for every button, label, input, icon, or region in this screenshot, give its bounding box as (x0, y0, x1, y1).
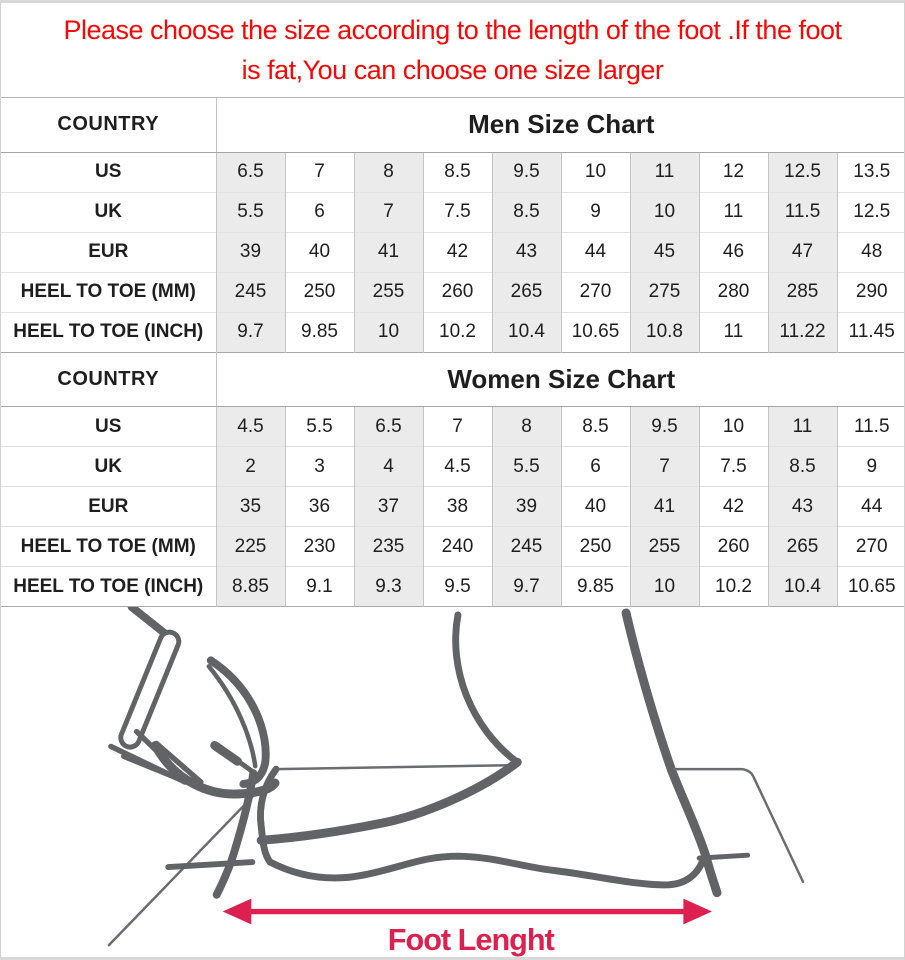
size-cell: 6.5 (216, 152, 285, 192)
arrow-head-left (223, 899, 252, 925)
size-cell: 9.7 (492, 567, 561, 607)
size-cell: 8.5 (492, 192, 561, 232)
size-cell: 8.5 (423, 152, 492, 192)
size-cell: 255 (630, 527, 699, 567)
size-cell: 9.5 (492, 152, 561, 192)
size-cell: 11.22 (768, 312, 837, 352)
size-cell: 4.5 (216, 407, 285, 447)
pen-top-stroke (132, 607, 166, 634)
size-cell: 270 (561, 272, 630, 312)
size-cell: 11.5 (768, 192, 837, 232)
size-cell: 42 (423, 232, 492, 272)
row-label: HEEL TO TOE (MM) (1, 272, 216, 312)
size-cell: 5.5 (285, 407, 354, 447)
table-row (1, 567, 905, 607)
notice-line-1: Please choose the size according to the length of the foot .If the foot (63, 15, 842, 45)
size-cell: 8.5 (768, 447, 837, 487)
size-cell: 250 (561, 527, 630, 567)
size-cell: 45 (630, 232, 699, 272)
size-notice (1, 3, 904, 98)
table-row (1, 487, 905, 527)
row-label: EUR (1, 232, 216, 272)
size-cell: 250 (285, 272, 354, 312)
men-size-table (1, 98, 905, 353)
size-cell: 230 (285, 527, 354, 567)
front-leg-line (456, 615, 518, 762)
country-header: COUNTRY (1, 98, 216, 152)
foot-measure-illustration (1, 607, 905, 959)
size-cell: 245 (492, 527, 561, 567)
row-label: HEEL TO TOE (MM) (1, 527, 216, 567)
table-row (1, 312, 905, 352)
size-cell: 280 (699, 272, 768, 312)
size-cell: 235 (354, 527, 423, 567)
size-cell: 9.7 (216, 312, 285, 352)
size-cell: 10.8 (630, 312, 699, 352)
size-cell: 10 (699, 407, 768, 447)
size-cell: 42 (699, 487, 768, 527)
table-row (1, 232, 905, 272)
size-cell: 6 (561, 447, 630, 487)
size-cell: 9.85 (285, 312, 354, 352)
foot-length-arrow (223, 899, 712, 957)
size-cell: 8 (354, 152, 423, 192)
size-cell: 9.1 (285, 567, 354, 607)
toe-mark-crossbar (168, 862, 252, 867)
size-cell: 6.5 (354, 407, 423, 447)
size-cell: 7 (354, 192, 423, 232)
hand-with-pen-drawing (111, 607, 275, 895)
fist-bottom-curve (155, 745, 275, 794)
size-cell: 13.5 (837, 152, 905, 192)
size-cell: 43 (768, 487, 837, 527)
size-cell: 8.5 (561, 407, 630, 447)
instep-curve (261, 762, 517, 840)
notice-line-2: is fat,You can choose one size larger (241, 55, 664, 85)
size-cell: 4 (354, 447, 423, 487)
size-cell: 7 (630, 447, 699, 487)
size-cell: 10 (630, 192, 699, 232)
size-cell: 11 (699, 312, 768, 352)
heel-mark-crossbar (699, 855, 747, 858)
size-cell: 270 (837, 527, 905, 567)
arrow-head-right (683, 899, 712, 925)
size-cell: 240 (423, 527, 492, 567)
size-cell: 265 (492, 272, 561, 312)
row-label: HEEL TO TOE (INCH) (1, 567, 216, 607)
table-title: Women Size Chart (216, 353, 905, 407)
paper-edge-line (109, 795, 254, 945)
size-cell: 225 (216, 527, 285, 567)
size-cell: 10.65 (561, 312, 630, 352)
size-cell: 44 (837, 487, 905, 527)
size-cell: 275 (630, 272, 699, 312)
size-cell: 36 (285, 487, 354, 527)
size-cell: 12 (699, 152, 768, 192)
country-header: COUNTRY (1, 353, 216, 407)
size-cell: 40 (285, 232, 354, 272)
foot-top-line (276, 765, 513, 769)
size-cell: 3 (285, 447, 354, 487)
size-cell: 39 (492, 487, 561, 527)
size-cell: 10.4 (768, 567, 837, 607)
size-cell: 10.4 (492, 312, 561, 352)
size-cell: 48 (837, 232, 905, 272)
foot-length-label: Foot Lenght (387, 923, 554, 958)
size-cell: 9.5 (423, 567, 492, 607)
table-row (1, 152, 905, 192)
size-cell: 41 (354, 232, 423, 272)
size-cell: 35 (216, 487, 285, 527)
size-cell: 44 (561, 232, 630, 272)
size-cell: 11 (699, 192, 768, 232)
size-cell: 290 (837, 272, 905, 312)
size-cell: 11.5 (837, 407, 905, 447)
men-size-table-slot (1, 98, 904, 353)
foot-outline (260, 613, 803, 893)
size-cell: 260 (423, 272, 492, 312)
table-row (1, 527, 905, 567)
size-cell: 39 (216, 232, 285, 272)
pen-barrel (118, 629, 182, 750)
size-cell: 12.5 (837, 192, 905, 232)
size-cell: 9.3 (354, 567, 423, 607)
size-cell: 7.5 (699, 447, 768, 487)
size-cell: 12.5 (768, 152, 837, 192)
table-row (1, 192, 905, 232)
table-row (1, 447, 905, 487)
size-cell: 10 (354, 312, 423, 352)
sole-curve (270, 856, 702, 885)
size-cell: 40 (561, 487, 630, 527)
size-cell: 245 (216, 272, 285, 312)
size-cell: 7 (285, 152, 354, 192)
size-cell: 10.2 (699, 567, 768, 607)
size-cell: 265 (768, 527, 837, 567)
size-cell: 5.5 (492, 447, 561, 487)
size-cell: 11 (768, 407, 837, 447)
size-cell: 10 (630, 567, 699, 607)
size-cell: 8.85 (216, 567, 285, 607)
row-label: HEEL TO TOE (INCH) (1, 312, 216, 352)
row-label: US (1, 152, 216, 192)
foot-illustration-svg (1, 607, 905, 959)
size-cell: 10.2 (423, 312, 492, 352)
size-cell: 8 (492, 407, 561, 447)
table-title: Men Size Chart (216, 98, 905, 152)
row-label: US (1, 407, 216, 447)
size-cell: 41 (630, 487, 699, 527)
size-cell: 9.85 (561, 567, 630, 607)
size-cell: 260 (699, 527, 768, 567)
table-row (1, 407, 905, 447)
women-size-table (1, 353, 905, 608)
table-row (1, 272, 905, 312)
size-cell: 46 (699, 232, 768, 272)
size-cell: 255 (354, 272, 423, 312)
back-leg-heel-line (626, 613, 717, 893)
size-cell: 2 (216, 447, 285, 487)
size-cell: 7.5 (423, 192, 492, 232)
size-cell: 38 (423, 487, 492, 527)
row-label: UK (1, 447, 216, 487)
size-cell: 6 (285, 192, 354, 232)
size-cell: 7 (423, 407, 492, 447)
women-size-table-slot (1, 353, 904, 608)
size-cell: 11 (630, 152, 699, 192)
row-label: UK (1, 192, 216, 232)
size-cell: 9 (837, 447, 905, 487)
size-cell: 4.5 (423, 447, 492, 487)
size-cell: 9.5 (630, 407, 699, 447)
row-label: EUR (1, 487, 216, 527)
size-cell: 9 (561, 192, 630, 232)
size-cell: 10 (561, 152, 630, 192)
size-cell: 5.5 (216, 192, 285, 232)
size-cell: 10.65 (837, 567, 905, 607)
size-cell: 43 (492, 232, 561, 272)
size-cell: 47 (768, 232, 837, 272)
size-cell: 37 (354, 487, 423, 527)
size-cell: 285 (768, 272, 837, 312)
size-cell: 11.45 (837, 312, 905, 352)
